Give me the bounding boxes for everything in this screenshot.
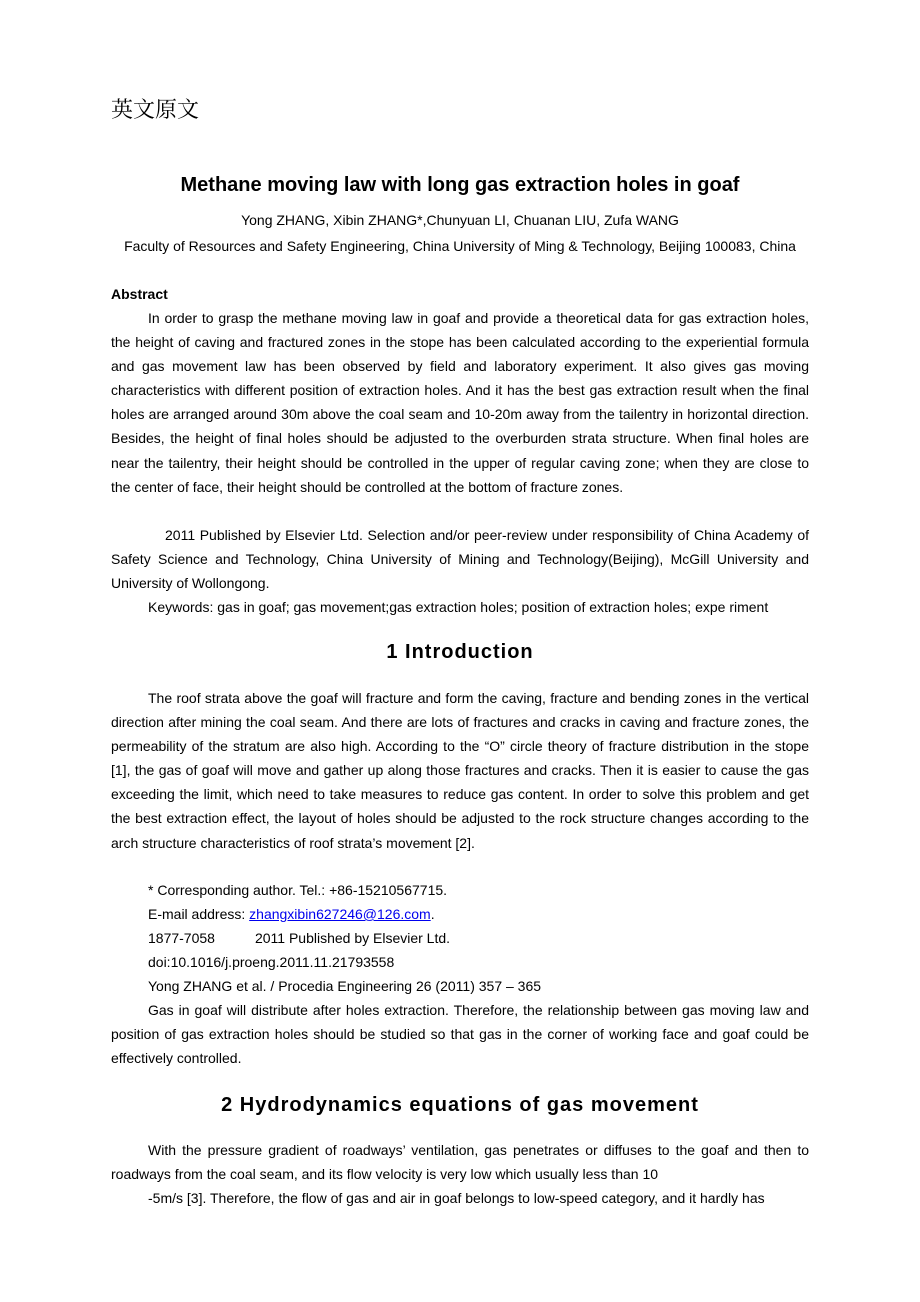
paper-title: Methane moving law with long gas extraction holes in goaf [180, 174, 740, 196]
email-link[interactable]: zhangxibin627246@126.com [249, 906, 431, 922]
issn: 1877-7058 [148, 930, 215, 946]
section-2-title: 2 Hydrodynamics equations of gas movement [221, 1094, 699, 1116]
email-end: . [430, 906, 435, 922]
issn-line [148, 926, 450, 950]
section-1-paragraph-2: Gas in goaf will distribute after holes extraction. Therefore, the relationship between gas moving law and position of gas extraction holes should be studied so that gas in the corner of working face and goaf could be effectively controlled. [111, 1002, 809, 1067]
section-2-line-2: -5m/s [3]. Therefore, the flow of gas and air in goaf belongs to low-speed category, and it hardly has [148, 1190, 765, 1206]
section-1-title: 1 Introduction [386, 641, 534, 663]
abstract-label: Abstract [111, 286, 168, 302]
author-list: Yong ZHANG, Xibin ZHANG*,Chunyuan LI, Chuanan LIU, Zufa WANG [241, 212, 679, 228]
section-2-paragraph: With the pressure gradient of roadways’ ventilation, gas penetrates or diffuses to the goaf and then to roadways from the coal seam, and its flow velocity is very low which usually less than 10 [111, 1142, 809, 1183]
chinese-heading: 英文原文 [111, 98, 200, 123]
section-1-paragraph: The roof strata above the goaf will fracture and form the caving, fracture and bending zones in the vertical direction after mining the coal seam. And there are lots of fractures and cracks in caving and fracture zones, the permeability of the stratum are also high. According to the “O” circle theory of fracture distribution in the stope [1], the gas of goaf will move and gather up along those fractures and cracks. Then it is easier to cause the gas exceeding the limit, which need to take measures to reduce gas content. In order to solve this problem and get the best extraction effect, the layout of holes should be adjusted to the rock structure changes according to the arch structure characteristics of roof strata’s movement [2]. [111, 690, 809, 851]
keywords: Keywords: gas in goaf; gas movement;gas extraction holes; position of extraction holes; expe riment [148, 599, 769, 615]
issn-publisher: 2011 Published by Elsevier Ltd. [254, 930, 451, 946]
email-line [148, 902, 435, 926]
citation: Yong ZHANG et al. / Procedia Engineering 26 (2011) 357 – 365 [148, 978, 542, 994]
abstract-text: In order to grasp the methane moving law in goaf and provide a theoretical data for gas extraction holes, the height of caving and fractured zones in the stope has been calculated according to the experiential formula and gas movement law has been observed by field and laboratory experiment. It also gives gas moving characteristics with different position of extraction holes. And it has the best gas extraction result when the final holes are arranged around 30m above the coal seam and 10-20m away from the tailentry in horizontal direction. Besides, the height of final holes should be adjusted to the overburden strata structure. When final holes are near the tailentry, their height should be controlled in the upper of regular caving zone; when they are close to the center of face, their height should be controlled at the bottom of fracture zones. [111, 310, 809, 495]
doi: doi:10.1016/j.proeng.2011.11.21793558 [148, 954, 395, 970]
corresponding-author: * Corresponding author. Tel.: +86-15210567715. [148, 882, 448, 898]
email-label: E-mail address: [148, 906, 250, 922]
copyright-text: 2011 Published by Elsevier Ltd. Selection and/or peer-review under responsibility of China Academy of Safety Science and Technology, China University of Mining and Technology(Beijing), McGill University and University of Wollongong. [111, 527, 809, 592]
affiliation: Faculty of Resources and Safety Engineering, China University of Ming & Technology, Beijing 100083, China [124, 238, 796, 254]
